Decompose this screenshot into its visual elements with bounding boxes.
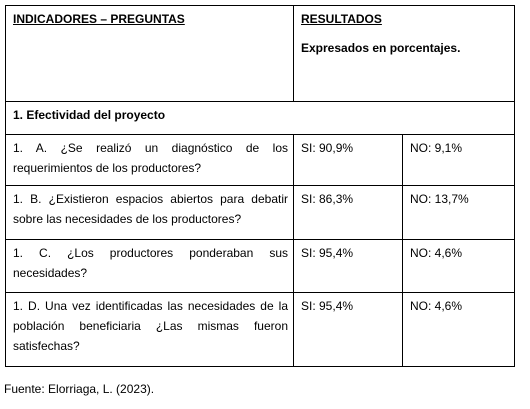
question-cell: 1. A. ¿Se realizó un diagnóstico de los requerimientos de los productores? xyxy=(6,135,294,186)
table-row xyxy=(6,240,515,293)
header-indicators: INDICADORES – PREGUNTAS xyxy=(13,12,185,26)
question-cell: 1. B. ¿Existieron espacios abiertos para debatir sobre las necesidades de los productores? xyxy=(6,186,294,240)
table-row xyxy=(6,135,515,186)
table-header-row xyxy=(6,6,515,102)
table-row xyxy=(6,186,515,240)
no-cell: NO: 4,6% xyxy=(403,293,515,367)
no-cell: NO: 9,1% xyxy=(403,135,515,186)
results-table xyxy=(5,5,515,367)
table-row xyxy=(6,293,515,367)
source-note: Fuente: Elorriaga, L. (2023). xyxy=(4,382,155,396)
section-row xyxy=(6,102,515,135)
section-title: 1. Efectividad del proyecto xyxy=(6,102,515,135)
question-cell: 1. D. Una vez identificadas las necesidades de la población beneficiaria ¿Las mismas fueron satisfechas? xyxy=(6,293,294,367)
question-cell: 1. C. ¿Los productores ponderaban sus necesidades? xyxy=(6,240,294,293)
header-results-cell xyxy=(294,6,515,102)
header-indicators-cell xyxy=(6,6,294,102)
no-cell: NO: 13,7% xyxy=(403,186,515,240)
header-results: RESULTADOS xyxy=(301,12,382,26)
header-results-subtitle: Expresados en porcentajes. xyxy=(301,41,461,55)
si-cell: SI: 95,4% xyxy=(294,240,403,293)
si-cell: SI: 90,9% xyxy=(294,135,403,186)
no-cell: NO: 4,6% xyxy=(403,240,515,293)
si-cell: SI: 95,4% xyxy=(294,293,403,367)
si-cell: SI: 86,3% xyxy=(294,186,403,240)
